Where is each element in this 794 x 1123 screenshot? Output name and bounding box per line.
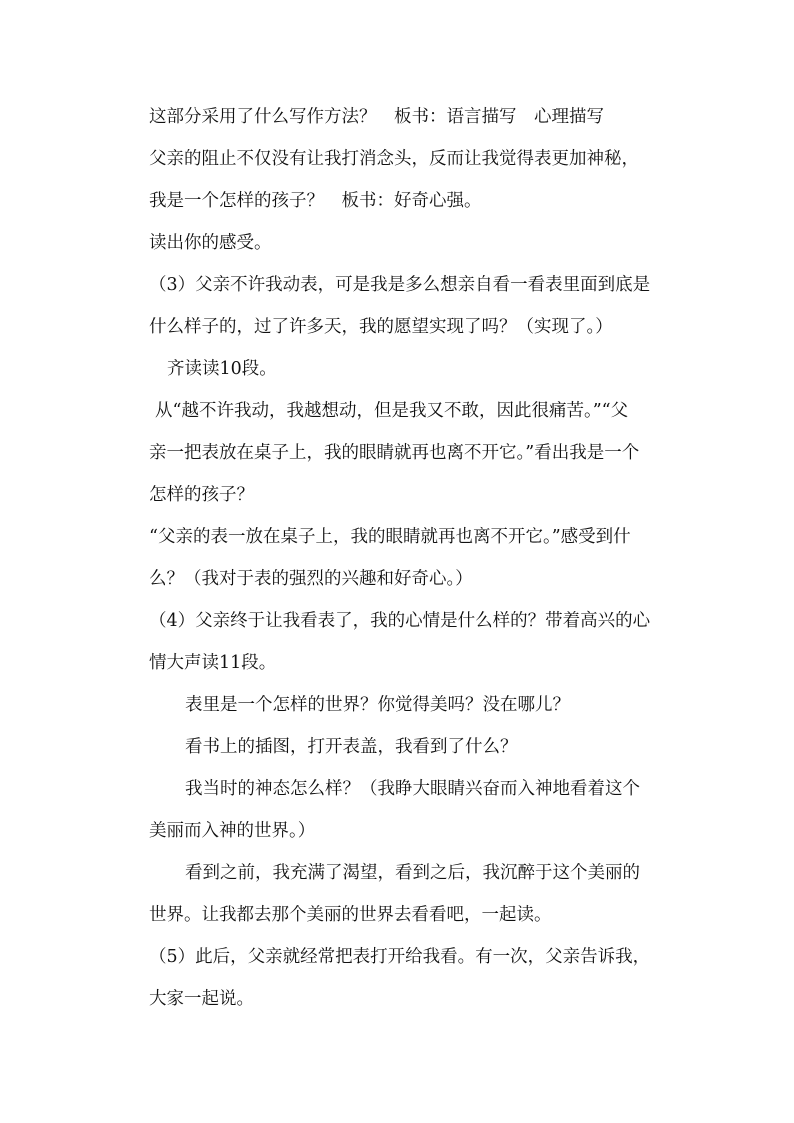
text-line: 读出你的感受。 [149, 233, 272, 253]
text-line: 么？（我对于表的强烈的兴趣和好奇心。） [149, 569, 473, 589]
text-line: 怎样的孩子？ [149, 485, 254, 505]
text-line: 我当时的神态怎么样？（我睁大眼睛兴奋而入神地看着这个 [185, 779, 640, 799]
text-line: 亲一把表放在桌子上，我的眼睛就再也离不开它。”看出我是一个 [149, 443, 640, 463]
text-line: 表里是一个怎样的世界？你觉得美吗？没在哪儿？ [185, 695, 570, 715]
text-line: 世界。让我都去那个美丽的世界去看看吧，一起读。 [149, 905, 552, 925]
text-line: 齐读读10段。 [167, 359, 277, 379]
text-line: 这部分采用了什么写作方法？ 板书：语言描写 心理描写 [149, 107, 604, 127]
text-line: 美丽而入神的世界。） [149, 821, 316, 841]
text-line: 看到之前，我充满了渴望，看到之后，我沉醉于这个美丽的 [185, 863, 640, 883]
text-line: （4）父亲终于让我看表了，我的心情是什么样的？带着高兴的心 [149, 611, 651, 631]
text-line: （3）父亲不许我动表，可是我是多么想亲自看一看表里面到底是 [149, 275, 651, 295]
text-line: 从“越不许我动，我越想动，但是我又不敢，因此很痛苦。”“父 [155, 401, 629, 421]
text-line: 看书上的插图，打开表盖，我看到了什么？ [185, 737, 518, 757]
text-line: （5）此后，父亲就经常把表打开给我看。有一次，父亲告诉我， [149, 947, 651, 967]
text-line: 情大声读11段。 [149, 653, 277, 673]
text-line: 我是一个怎样的孩子？ 板书：好奇心强。 [149, 191, 482, 211]
text-line: “父亲的表一放在桌子上，我的眼睛就再也离不开它。”感受到什 [149, 527, 631, 547]
text-line: 大家一起说。 [149, 989, 254, 1009]
text-line: 父亲的阻止不仅没有让我打消念头，反而让我觉得表更加神秘， [149, 149, 639, 169]
text-line: 什么样子的，过了许多天，我的愿望实现了吗？（实现了。） [149, 317, 613, 337]
